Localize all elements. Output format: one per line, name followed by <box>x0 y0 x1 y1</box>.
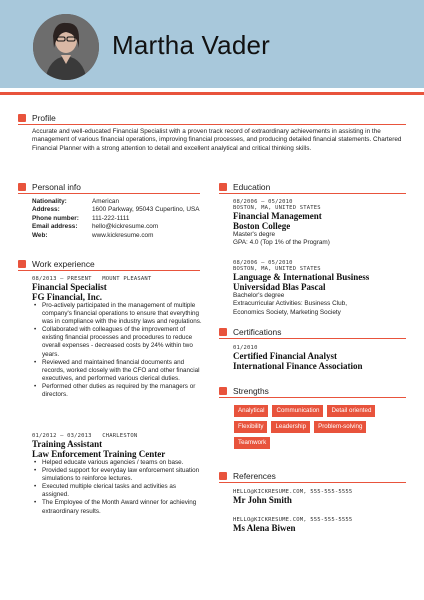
education-title: Financial Management <box>233 211 322 221</box>
section-strengths-heading <box>219 386 269 396</box>
briefcase-icon <box>18 260 26 268</box>
reference-contact: HELLO@KICKRESUME.COM, 555-555-5555 <box>233 489 353 495</box>
section-divider <box>219 193 406 194</box>
job-meta: 08/2013 – PRESENT MOUNT PLEASANT <box>32 276 152 282</box>
strength-tag: Communication <box>272 405 323 417</box>
strength-icon <box>219 387 227 395</box>
strength-tag: Detail oriented <box>327 405 375 417</box>
section-profile-heading <box>18 113 56 123</box>
education-title: Language & International Business <box>233 272 370 282</box>
strength-tag: Analytical <box>234 405 268 417</box>
job-entry <box>32 433 204 516</box>
reference-contact: HELLO@KICKRESUME.COM, 555-555-5555 <box>233 517 353 523</box>
header-divider <box>0 92 424 95</box>
job-title: Financial Specialist <box>32 282 107 292</box>
job-company: Law Enforcement Training Center <box>32 449 166 459</box>
section-title: Certifications <box>233 327 282 337</box>
section-divider <box>18 124 406 125</box>
strength-tag: Teamwork <box>234 437 270 449</box>
section-title: References <box>233 471 276 481</box>
reference-name: Mr John Smith <box>233 495 292 505</box>
section-title: Profile <box>32 113 56 123</box>
job-bullet: • Provided support for everyday law enforcement situation simulations to reinforce lectures. <box>32 467 204 483</box>
candidate-name: Martha Vader <box>112 30 270 60</box>
education-location: BOSTON, MA, UNITED STATES <box>233 205 321 211</box>
strength-tag: Problem-solving <box>314 421 366 433</box>
personal-info-list <box>32 198 202 240</box>
strength-tag: Leadership <box>271 421 310 433</box>
job-bullets <box>32 459 204 516</box>
section-divider <box>219 338 406 339</box>
education-dates: 08/2006 – 05/2010 <box>233 260 293 266</box>
section-title: Strengths <box>233 386 269 396</box>
person-icon <box>18 183 26 191</box>
profile-icon <box>18 114 26 122</box>
education-detail: Extracurricular Activities: Business Club, <box>233 300 348 308</box>
education-detail: Economics Society, Marketing Society <box>233 308 341 316</box>
section-personal-heading <box>18 182 81 192</box>
personal-row: Nationality: American <box>32 198 119 205</box>
certification-org: International Finance Association <box>233 361 363 371</box>
section-title: Education <box>233 182 271 192</box>
certificate-icon <box>219 328 227 336</box>
section-divider <box>18 193 200 194</box>
section-divider <box>219 482 406 483</box>
section-certifications-heading <box>219 327 281 337</box>
certification-name: Certified Financial Analyst <box>233 351 337 361</box>
references-icon <box>219 472 227 480</box>
job-entry <box>32 276 204 399</box>
profile-photo-image <box>33 14 99 80</box>
profile-summary: Accurate and well-educated Financial Specialist with a proven track record of extraordinary achievements in assisting in the management of various financial operations, improving financial processes, and producing detailed financial statements. Chartered Financial Planner with a strong attention to detail and excellent analytical and critical thinking skills. <box>32 128 402 152</box>
reference-entry <box>233 517 408 533</box>
job-bullet: • The Employee of the Month Award winner for achieving extraordinary results. <box>32 499 204 515</box>
job-meta: 01/2012 – 03/2013 CHARLESTON <box>32 433 138 439</box>
education-detail: GPA: 4.0 (Top 1% of the Program) <box>233 239 330 247</box>
education-entry <box>233 260 408 317</box>
job-bullet: • Executed multiple clerical tasks and activities as assigned. <box>32 483 204 499</box>
personal-row: Address: 1600 Parkway, 95043 Cupertino, USA <box>32 206 200 214</box>
job-bullet: • Reviewed and maintained financial documents and records, worked closely with the CFO and other financial executives, and performed various clerical duties. <box>32 359 204 383</box>
education-school: Universidad Blas Pascal <box>233 282 326 292</box>
education-school: Boston College <box>233 221 291 231</box>
certification-entry <box>233 345 408 371</box>
strength-tag: Flexibility <box>234 421 267 433</box>
job-bullets <box>32 302 204 399</box>
job-bullet: • Helped educate various agencies / teams on base. <box>32 459 204 467</box>
job-bullet: • Pro-actively participated in the management of multiple company's financial operations to ensure that everything was in compliance with the industry laws and regulations. <box>32 302 204 326</box>
personal-row: Phone number: 111-222-1111 <box>32 214 130 222</box>
education-detail: Bachelor's degree <box>233 292 285 299</box>
profile-photo <box>33 14 99 80</box>
section-work-heading <box>18 259 95 269</box>
personal-row: Email address: hello@kickresume.com <box>32 223 159 231</box>
graduation-cap-icon <box>219 183 227 191</box>
personal-row: Web: www.kickresume.com <box>32 231 154 239</box>
education-detail: Master's degre <box>233 231 276 238</box>
education-location: BOSTON, MA, UNITED STATES <box>233 266 321 272</box>
job-title: Training Assistant <box>32 439 103 449</box>
job-bullet: • Collaborated with colleagues of the improvement of existing financial processes and procedures to reduce overall expenses - decreased costs by 24% within two years. <box>32 326 204 358</box>
section-title: Personal info <box>32 182 81 192</box>
section-title: Work experience <box>32 259 95 269</box>
section-education-heading <box>219 182 270 192</box>
reference-entry <box>233 489 408 505</box>
job-bullet: • Performed other duties as required by the managers or directors. <box>32 383 204 399</box>
section-references-heading <box>219 471 276 481</box>
reference-name: Ms Alena Biwen <box>233 523 296 533</box>
education-dates: 08/2006 – 05/2010 <box>233 199 293 205</box>
education-entry <box>233 199 408 248</box>
section-divider <box>18 270 200 271</box>
job-company: FG Financial, Inc. <box>32 292 103 302</box>
section-divider <box>219 397 406 398</box>
certification-date: 01/2010 <box>233 345 258 351</box>
strengths-tags <box>234 405 384 449</box>
